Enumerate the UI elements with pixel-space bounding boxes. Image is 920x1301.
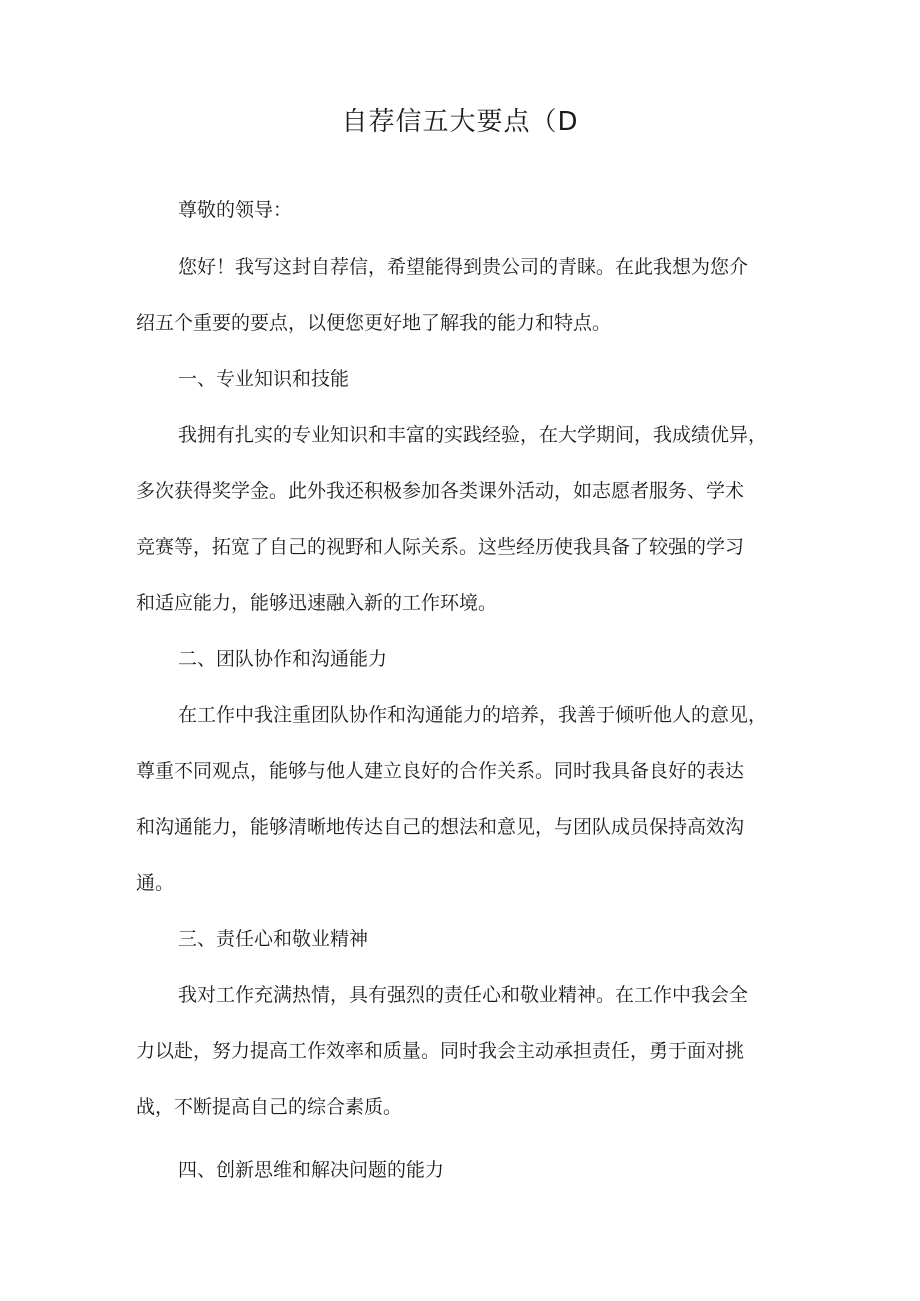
intro-line-1: 您好！我写这封自荐信，希望能得到贵公司的青睐。在此我想为您介 [178, 256, 749, 278]
section-heading-2: 二、团队协作和沟通能力 [178, 648, 388, 670]
section-2-line-2: 尊重不同观点，能够与他人建立良好的合作关系。同时我具备良好的表达 [136, 760, 745, 782]
section-3-line-2: 力以赴，努力提高工作效率和质量。同时我会主动承担责任，勇于面对挑 [136, 1040, 745, 1062]
section-1-line-1: 我拥有扎实的专业知识和丰富的实践经验，在大学期间，我成绩优异， [178, 424, 768, 446]
section-1-line-3: 竞赛等，拓宽了自己的视野和人际关系。这些经历使我具备了较强的学习 [136, 536, 745, 558]
section-1-line-4: 和适应能力，能够迅速融入新的工作环境。 [136, 592, 498, 614]
section-heading-4: 四、创新思维和解决问题的能力 [178, 1159, 445, 1181]
section-heading-1: 一、专业知识和技能 [178, 368, 350, 390]
section-2-line-4: 通。 [136, 872, 175, 894]
salutation: 尊敬的领导： [178, 199, 293, 221]
document-title: 自荐信五大要点（D [341, 107, 579, 137]
intro-line-2: 绍五个重要的要点，以便您更好地了解我的能力和特点。 [136, 312, 612, 334]
section-2-line-3: 和沟通能力，能够清晰地传达自己的想法和意见，与团队成员保持高效沟 [136, 816, 745, 838]
section-2-line-1: 在工作中我注重团队协作和沟通能力的培养，我善于倾听他人的意见， [178, 704, 768, 726]
section-heading-3: 三、责任心和敬业精神 [178, 928, 369, 950]
section-3-line-3: 战，不断提高自己的综合素质。 [136, 1096, 403, 1118]
section-3-line-1: 我对工作充满热情，具有强烈的责任心和敬业精神。在工作中我会全 [178, 984, 749, 1006]
section-1-line-2: 多次获得奖学金。此外我还积极参加各类课外活动，如志愿者服务、学术 [136, 480, 745, 502]
